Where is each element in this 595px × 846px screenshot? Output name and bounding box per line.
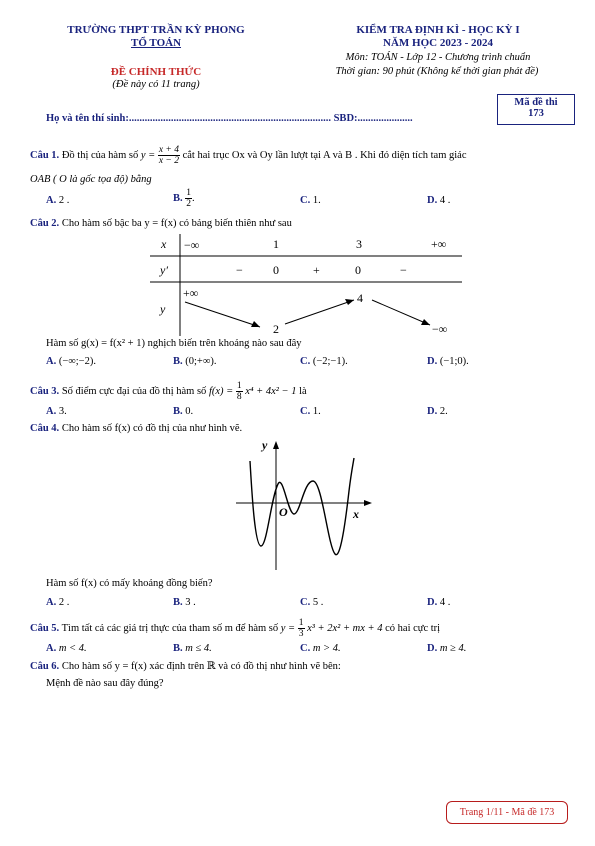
- q2-b-letter: B.: [173, 356, 183, 367]
- q1-line1: [30, 145, 467, 166]
- q2-a-text: (−∞;−2).: [58, 356, 96, 367]
- q5-d-text: m ≥ 4.: [439, 643, 467, 654]
- q3-b-text: 0.: [185, 406, 194, 417]
- q1-b-num: 1: [186, 188, 192, 198]
- q2-c-text: (−2;−1).: [312, 356, 348, 367]
- q2-label: Câu 2.: [30, 218, 60, 229]
- q1-b-letter: B.: [173, 192, 183, 204]
- q3-line1: [30, 381, 307, 402]
- q1-label: Câu 1.: [30, 149, 60, 161]
- q3-c-letter: C.: [300, 406, 311, 417]
- q1-options: [46, 188, 566, 209]
- q4-option-b[interactable]: [173, 597, 196, 608]
- q2-option-c[interactable]: [300, 356, 348, 367]
- q4-a-text: 2 .: [58, 597, 70, 608]
- q4-a-letter: A.: [46, 597, 57, 608]
- q1-fraction: [158, 145, 180, 166]
- footer-text: Trang 1/11 - Mã đề 173: [459, 807, 555, 818]
- q5-fn-num: 1: [298, 618, 304, 628]
- q1-b-fraction: [185, 188, 192, 209]
- school-year: NĂM HỌC 2023 - 2024: [383, 37, 493, 49]
- q2-x-label: x: [161, 237, 167, 251]
- q3-fn-den: 8: [236, 392, 242, 402]
- page-footer: [446, 801, 568, 824]
- q2-line1: [30, 218, 292, 229]
- subject-line: Môn: TOÁN - Lớp 12 - Chương trình chuẩn: [345, 52, 531, 63]
- pages-note: (Đề này có 11 trang): [112, 79, 200, 90]
- q1-text-c: OAB ( O là gốc tọa độ) bằng: [30, 174, 152, 185]
- q2-dy-label: y′: [160, 263, 168, 277]
- q4-text: Cho hàm số f(x) có đồ thị của như hình vẽ.: [61, 423, 243, 434]
- q2-text2: Hàm số g(x) = f(x² + 1) nghịch biến trên khoảng nào sau đây: [46, 338, 302, 349]
- q2-b-text: (0;+∞).: [185, 356, 217, 367]
- exam-code-label: Mã đề thi: [514, 97, 558, 108]
- exam-code: 173: [528, 108, 544, 119]
- official-label: ĐỀ CHÍNH THỨC: [110, 66, 202, 78]
- q4-c-text: 5 .: [312, 597, 324, 608]
- q3-text-a: Số điểm cực đại của đồ thị hàm số: [61, 385, 207, 397]
- q2-dy-val-4: 0: [355, 263, 361, 277]
- q4-text2: Hàm số f(x) có mấy khoảng đồng biến?: [46, 578, 213, 589]
- q5-option-b[interactable]: [173, 643, 212, 654]
- q4-b-text: 3 .: [185, 597, 196, 608]
- q1-b-text: .: [192, 192, 195, 204]
- q1-fn-den: x − 2: [158, 156, 179, 166]
- q5-options: [46, 643, 566, 657]
- q1-option-d[interactable]: [427, 195, 450, 206]
- q4-label: Câu 4.: [30, 423, 60, 434]
- q3-fn-num: 1: [236, 381, 242, 391]
- q1-text-a: Đồ thị của hàm số: [61, 149, 139, 161]
- q4-option-c[interactable]: [300, 597, 323, 608]
- q2-x-val-3: 3: [356, 237, 362, 251]
- q2-option-a[interactable]: [46, 356, 96, 367]
- q4-d-letter: D.: [427, 597, 438, 608]
- q2-y-val-2: 2: [273, 322, 279, 336]
- q1-a-text: 2 .: [58, 195, 70, 206]
- q4-c-letter: C.: [300, 597, 311, 608]
- q5-b-letter: B.: [173, 643, 183, 654]
- q5-a-letter: A.: [46, 643, 57, 654]
- q3-options: [46, 406, 566, 420]
- q4-x-axis-label: x: [353, 507, 359, 521]
- q2-dy-val-5: −: [400, 263, 407, 277]
- q5-d-letter: D.: [427, 643, 438, 654]
- q2-dy-val-1: −: [236, 263, 243, 277]
- q2-y-val-1: +∞: [183, 286, 199, 300]
- q3-label: Câu 3.: [30, 385, 60, 397]
- q5-a-text: m < 4.: [58, 643, 87, 654]
- q5-text-a: Tìm tất cả các giá trị thực của tham số m để hàm số: [61, 622, 279, 634]
- exam-code-box: [497, 94, 575, 125]
- q2-options: [46, 356, 566, 370]
- q5-c-text: m > 4.: [312, 643, 341, 654]
- q5-label: Câu 5.: [30, 622, 60, 634]
- q1-d-text: 4 .: [439, 195, 451, 206]
- q4-function-graph: [232, 436, 374, 572]
- q2-a-letter: A.: [46, 356, 57, 367]
- q3-a-letter: A.: [46, 406, 57, 417]
- q1-a-letter: A.: [46, 195, 57, 206]
- q5-fn-rest: x³ + 2x² + mx + 4: [307, 622, 383, 634]
- q3-option-c[interactable]: [300, 406, 321, 417]
- q2-dy-val-2: 0: [273, 263, 279, 277]
- q6-label: Câu 6.: [30, 661, 60, 672]
- q2-text: Cho hàm số bậc ba y = f(x) có bảng biến thiên như sau: [61, 218, 292, 229]
- q6-text2: Mệnh đề nào sau đây đúng?: [46, 678, 164, 689]
- q3-d-letter: D.: [427, 406, 438, 417]
- q2-c-letter: C.: [300, 356, 311, 367]
- q4-options: [46, 597, 566, 611]
- q1-fn-num: x + 4: [158, 145, 179, 155]
- q2-dy-val-3: +: [313, 263, 320, 277]
- q5-c-letter: C.: [300, 643, 311, 654]
- q3-fn-lhs: f(x) =: [208, 385, 234, 397]
- department: TỔ TOÁN: [130, 37, 182, 49]
- q5-fn-den: 3: [298, 629, 304, 639]
- q6-line1: [30, 660, 341, 672]
- q1-c-text: 1.: [312, 195, 321, 206]
- q2-x-val-1: −∞: [184, 238, 200, 252]
- q2-d-text: (−1;0).: [439, 356, 469, 367]
- q5-option-c[interactable]: [300, 643, 341, 654]
- q3-option-d[interactable]: [427, 406, 448, 417]
- q2-y-val-4: −∞: [432, 322, 448, 336]
- exam-title: KIỂM TRA ĐỊNH KÌ - HỌC KỲ I: [356, 24, 520, 36]
- q4-d-text: 4 .: [439, 597, 451, 608]
- q1-b-den: 2: [186, 199, 192, 209]
- q1-option-c[interactable]: [300, 195, 321, 206]
- q3-a-text: 3.: [58, 406, 67, 417]
- q2-option-d[interactable]: [427, 356, 469, 367]
- q5-option-d[interactable]: [427, 643, 466, 654]
- q2-y-label: y: [160, 302, 166, 316]
- q2-variation-table: [150, 232, 462, 337]
- q4-origin-label: O: [279, 505, 288, 519]
- q4-line1: [30, 423, 242, 434]
- q5-fn-lhs: y =: [280, 622, 296, 634]
- q4-option-a[interactable]: [46, 597, 69, 608]
- q5-b-text: m ≤ 4.: [185, 643, 212, 654]
- q3-b-letter: B.: [173, 406, 183, 417]
- q3-fraction: [236, 381, 243, 402]
- time-line: Thời gian: 90 phút (Không kể thời gian phát đề): [335, 66, 539, 77]
- q2-y-val-3: 4: [357, 291, 363, 305]
- q2-option-b[interactable]: [173, 356, 216, 367]
- q2-d-letter: D.: [427, 356, 438, 367]
- school-name: TRƯỜNG THPT TRẦN KỲ PHONG: [67, 24, 245, 36]
- q5-text-b: có hai cực trị: [385, 622, 441, 634]
- q1-option-a[interactable]: [46, 195, 69, 206]
- q1-c-letter: C.: [300, 195, 311, 206]
- q2-x-val-2: 1: [273, 237, 279, 251]
- q3-d-text: 2.: [439, 406, 448, 417]
- q3-option-a[interactable]: [46, 406, 67, 417]
- q4-b-letter: B.: [173, 597, 183, 608]
- q3-c-text: 1.: [312, 406, 321, 417]
- q1-text-b: cắt hai trục Ox và Oy lần lượt tại A và B . Khi đó diện tích tam giác: [182, 149, 467, 161]
- q3-fn-rest: x⁴ + 4x² − 1: [245, 385, 297, 397]
- q6-text: Cho hàm số y = f(x) xác định trên ℝ và có đồ thị như hình vẽ bên:: [61, 661, 341, 672]
- q4-y-axis-label: y: [262, 438, 268, 452]
- q3-text-b: là: [299, 385, 307, 397]
- q1-fn-lhs: y =: [140, 149, 156, 161]
- q4-option-d[interactable]: [427, 597, 450, 608]
- q5-option-a[interactable]: [46, 643, 87, 654]
- q2-x-val-4: +∞: [431, 237, 447, 251]
- q3-option-b[interactable]: [173, 406, 193, 417]
- q1-d-letter: D.: [427, 195, 438, 206]
- q5-line1: [30, 618, 440, 639]
- q5-fraction: [298, 618, 305, 639]
- student-info-line: Họ và tên thí sinh:............................................................................. SBD:.....................: [46, 113, 413, 124]
- q1-option-b[interactable]: [173, 188, 195, 209]
